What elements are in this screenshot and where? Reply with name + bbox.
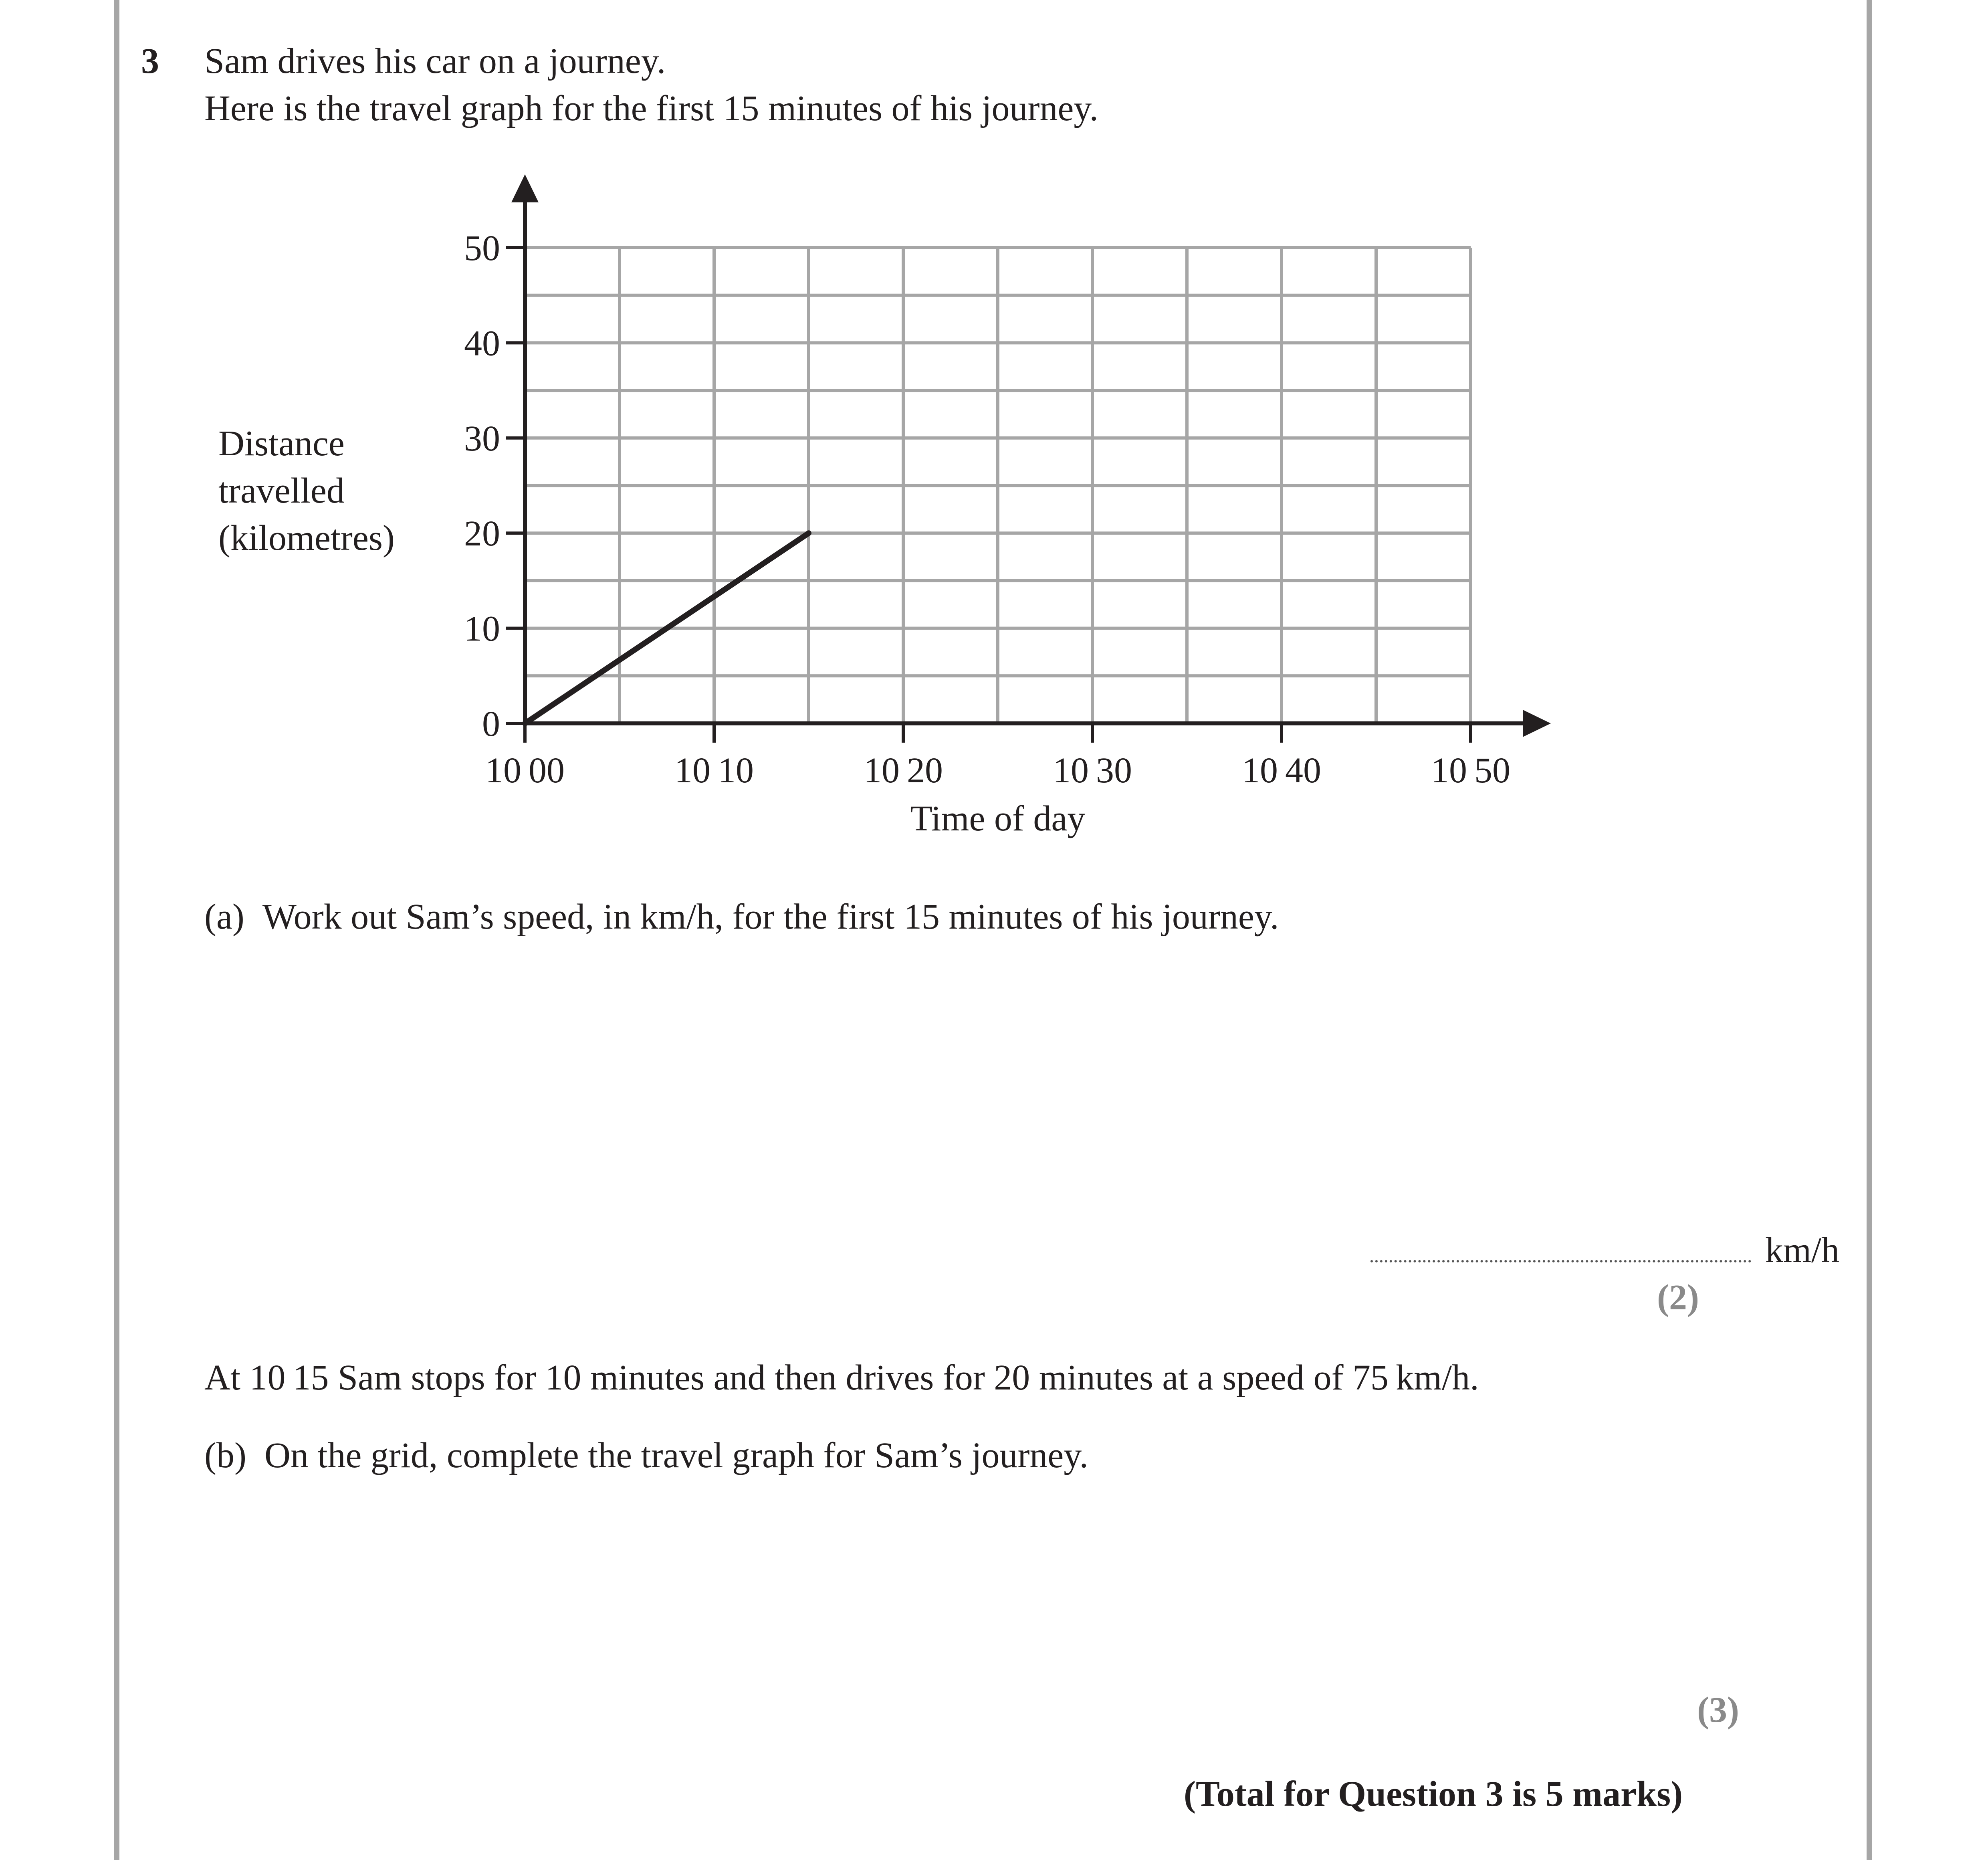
question-stem: At 10 15 Sam stops for 10 minutes and then drives for 20 minutes at a speed of 75 km/h. [204, 1358, 1479, 1398]
y-axis-arrowhead [511, 174, 539, 202]
y-axis-label-line: Distance [218, 424, 345, 463]
travel-graph[interactable] [0, 0, 1988, 882]
x-axis-arrowhead [1523, 710, 1551, 737]
y-axis-label-line: travelled [218, 471, 345, 511]
part-a-text: Work out Sam’s speed, in km/h, for the first 15 minutes of his journey. [262, 897, 1279, 937]
part-b-text: On the grid, complete the travel graph for Sam’s journey. [264, 1436, 1089, 1475]
grid [525, 248, 1471, 723]
question-intro-line2: Here is the travel graph for the first 15 minutes of his journey. [204, 89, 1099, 128]
y-axis-label-line: (kilometres) [218, 518, 395, 558]
x-axis-label: Time of day [910, 799, 1086, 838]
question-total: (Total for Question 3 is 5 marks) [1184, 1774, 1683, 1814]
y-tick-label: 0 [482, 704, 500, 744]
x-tick-label: 10 30 [1052, 751, 1132, 790]
question-number: 3 [141, 41, 159, 81]
x-tick-label: 10 00 [485, 751, 565, 790]
x-tick-label: 10 50 [1431, 751, 1511, 790]
x-tick-label: 10 40 [1241, 751, 1322, 790]
part-a-answer-line[interactable] [1370, 1260, 1751, 1262]
y-tick-label: 30 [464, 418, 500, 458]
part-a-marks: (2) [1657, 1278, 1699, 1317]
y-tick-label: 10 [464, 609, 500, 649]
y-tick-label: 40 [464, 323, 500, 364]
y-tick-label: 50 [464, 228, 500, 268]
part-a-label: (a) [204, 897, 244, 937]
y-tick-label: 20 [464, 514, 500, 554]
part-a-unit: km/h [1765, 1230, 1840, 1270]
part-b-question [204, 1438, 1088, 1474]
part-b-marks: (3) [1697, 1690, 1739, 1730]
x-tick-label: 10 20 [863, 751, 943, 790]
question-intro-line1: Sam drives his car on a journey. [204, 41, 666, 81]
part-a-question [204, 899, 1279, 935]
part-b-label: (b) [204, 1436, 246, 1475]
x-tick-label: 10 10 [674, 751, 754, 790]
axes [511, 174, 1551, 737]
